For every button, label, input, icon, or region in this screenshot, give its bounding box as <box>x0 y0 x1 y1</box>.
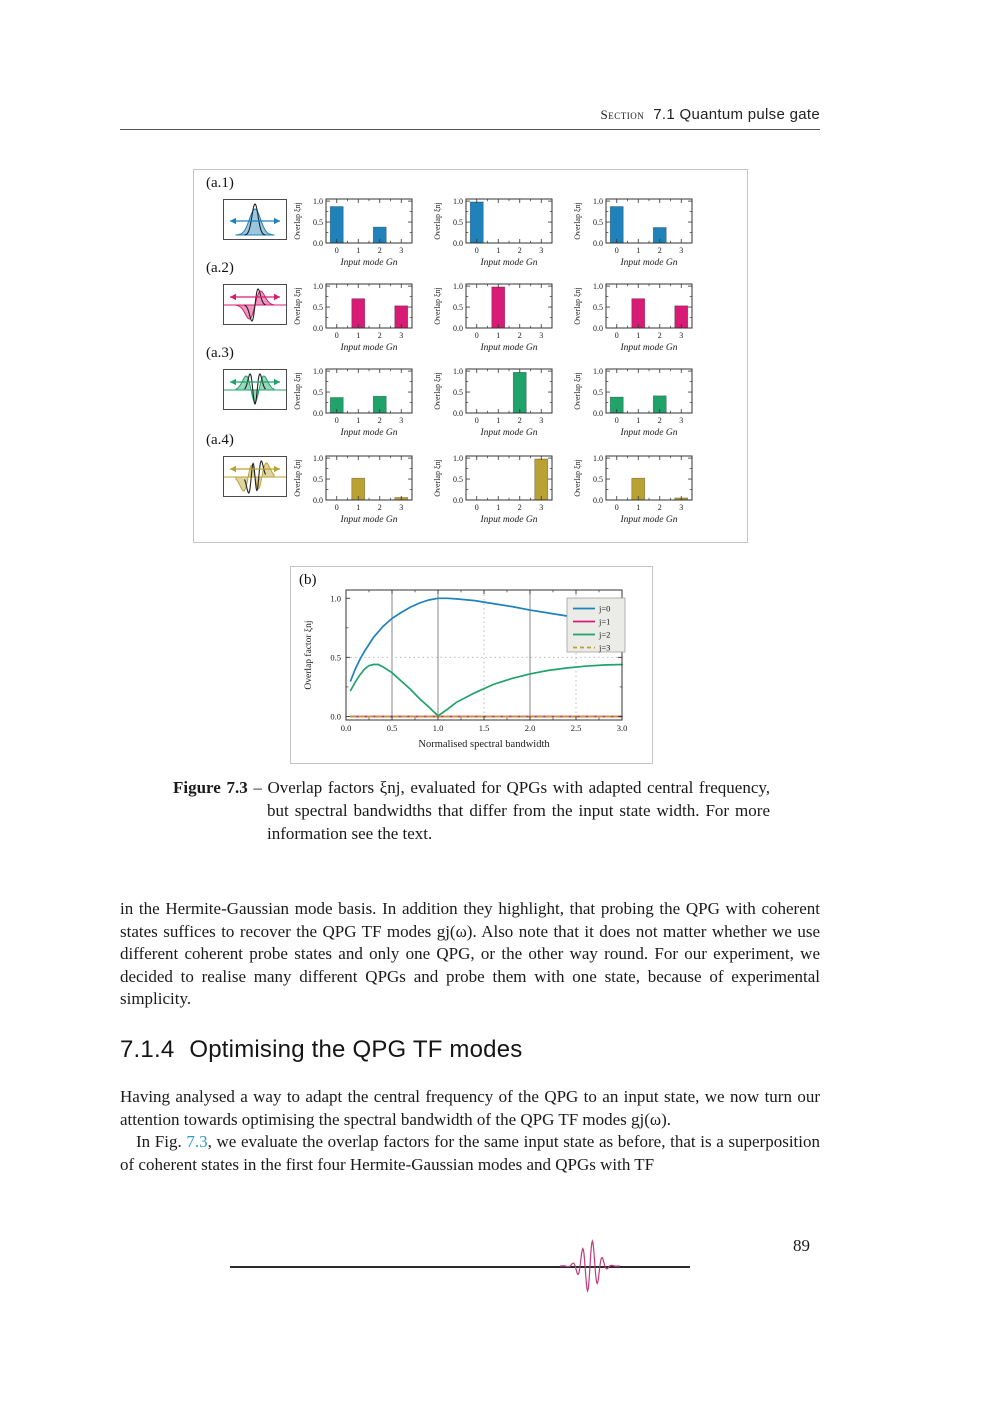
pulse-inset <box>223 456 287 497</box>
x-tick-label: 0.0 <box>340 723 352 733</box>
panel-a-row-label: (a.1) <box>206 175 234 191</box>
x-tick-label: 0 <box>614 416 619 425</box>
x-tick-label: 1 <box>356 331 361 340</box>
x-tick-label: 1 <box>356 416 361 425</box>
x-tick-label: 2 <box>377 331 382 340</box>
x-tick-label: 0 <box>334 331 339 340</box>
overlap-bar-chart <box>431 450 566 530</box>
y-tick-label: 1.0 <box>330 593 341 604</box>
x-tick-label: 1.0 <box>432 723 444 733</box>
x-tick-label: 1 <box>636 416 641 425</box>
y-tick-label: 0.5 <box>453 474 463 484</box>
x-axis-label: Input mode Gn <box>480 343 538 353</box>
y-axis-label: Overlap ξnj <box>433 459 442 497</box>
x-tick-label: 2 <box>517 331 522 340</box>
x-tick-label: 2 <box>657 246 662 255</box>
y-tick-label: 0.0 <box>313 238 323 248</box>
x-tick-label: 1 <box>496 246 501 255</box>
overlap-bar-chart <box>291 363 426 443</box>
paragraph-3 <box>120 1131 820 1176</box>
x-axis-label: Normalised spectral bandwidth <box>418 739 550 750</box>
y-axis-label: Overlap ξnj <box>433 372 442 410</box>
x-axis-label: Input mode Gn <box>620 428 678 438</box>
bar <box>632 299 645 328</box>
x-tick-label: 2 <box>517 503 522 512</box>
x-tick-label: 2 <box>657 416 662 425</box>
page-number: 89 <box>793 1236 810 1255</box>
y-axis-label: Overlap ξnj <box>293 372 302 410</box>
bar <box>535 459 548 500</box>
y-tick-label: 0.5 <box>453 387 463 397</box>
overlap-bar-chart <box>431 363 566 443</box>
figure-7-3-panel-b <box>290 566 653 764</box>
x-tick-label: 0 <box>614 503 619 512</box>
x-tick-label: 3 <box>539 246 544 255</box>
y-axis-label: Overlap ξnj <box>293 459 302 497</box>
x-axis-label: Input mode Gn <box>340 515 398 525</box>
pulse-inset <box>223 369 287 410</box>
x-tick-label: 0 <box>474 331 479 340</box>
x-tick-label: 0 <box>334 503 339 512</box>
y-tick-label: 0.5 <box>453 217 463 227</box>
overlap-bar-chart <box>291 450 426 530</box>
x-tick-label: 2.5 <box>570 723 582 733</box>
figure-7-3-panel-a <box>193 169 748 543</box>
x-tick-label: 3 <box>399 503 404 512</box>
x-tick-label: 0 <box>334 416 339 425</box>
section-heading <box>120 1036 522 1064</box>
bar <box>610 207 623 243</box>
x-tick-label: 2 <box>377 416 382 425</box>
y-axis-label: Overlap ξnj <box>573 287 582 325</box>
y-tick-label: 0.5 <box>313 217 323 227</box>
y-tick-label: 0.0 <box>453 495 463 505</box>
x-tick-label: 1 <box>636 331 641 340</box>
x-tick-label: 3.0 <box>616 723 628 733</box>
panel-b-label: (b) <box>299 572 317 588</box>
pulse-inset <box>223 199 287 240</box>
x-tick-label: 3 <box>539 331 544 340</box>
x-tick-label: 0.5 <box>386 723 398 733</box>
y-tick-label: 1.0 <box>313 196 323 206</box>
overlap-bar-chart <box>571 193 706 273</box>
y-axis-label: Overlap ξnj <box>573 459 582 497</box>
y-tick-label: 0.5 <box>330 652 341 663</box>
x-axis-label: Input mode Gn <box>480 515 538 525</box>
y-axis-label: Overlap ξnj <box>573 372 582 410</box>
x-axis-label: Input mode Gn <box>340 428 398 438</box>
legend-label: j=2 <box>599 629 611 640</box>
x-axis-label: Input mode Gn <box>620 258 678 268</box>
x-tick-label: 0 <box>474 503 479 512</box>
y-tick-label: 0.5 <box>593 217 603 227</box>
y-tick-label: 1.0 <box>593 366 603 376</box>
x-tick-label: 2 <box>377 246 382 255</box>
y-tick-label: 0.0 <box>313 495 323 505</box>
overlap-bar-chart <box>431 193 566 273</box>
x-axis-label: Input mode Gn <box>480 258 538 268</box>
chapter-wave-ornament <box>555 1237 625 1295</box>
x-tick-label: 2.0 <box>524 723 536 733</box>
paragraph-1: in the Hermite-Gaussian mode basis. In addition they highlight, that probing the QPG with coherent states suffices to recover the QPG TF modes gj(ω). Also note that it does not matter whether we use different coherent probe states and only one QPG, or the other way round. For our experiment, we decided to realise many different QPGs and probe them with one state, because of experimental simplicity. <box>120 899 820 1008</box>
x-tick-label: 1 <box>496 416 501 425</box>
x-tick-label: 3 <box>679 503 684 512</box>
y-tick-label: 0.5 <box>453 302 463 312</box>
x-tick-label: 0 <box>614 246 619 255</box>
y-tick-label: 0.0 <box>330 711 341 722</box>
y-tick-label: 1.0 <box>593 453 603 463</box>
y-tick-label: 1.0 <box>453 366 463 376</box>
series-j=2 <box>351 665 622 716</box>
x-tick-label: 0 <box>614 331 619 340</box>
x-tick-label: 2 <box>657 331 662 340</box>
legend-label: j=0 <box>599 603 611 614</box>
overlap-bar-chart <box>571 450 706 530</box>
x-axis-label: Input mode Gn <box>340 343 398 353</box>
y-tick-label: 0.0 <box>593 495 603 505</box>
x-axis-label: Input mode Gn <box>620 343 678 353</box>
figure-caption-dash: – <box>247 778 268 797</box>
section-label: Section <box>600 107 645 122</box>
x-tick-label: 0 <box>474 246 479 255</box>
paragraph-2: Having analysed a way to adapt the central frequency of the QPG to an input state, we now turn our attention towards optimising the spectral bandwidth of the QPG TF modes gj(ω). <box>120 1087 820 1129</box>
overlap-bar-chart <box>571 363 706 443</box>
y-axis-label: Overlap ξnj <box>433 287 442 325</box>
x-tick-label: 0 <box>474 416 479 425</box>
y-tick-label: 0.5 <box>313 302 323 312</box>
x-tick-label: 2 <box>517 246 522 255</box>
panel-a-row-label: (a.4) <box>206 432 234 448</box>
x-axis-label: Input mode Gn <box>340 258 398 268</box>
x-tick-label: 3 <box>539 503 544 512</box>
y-tick-label: 1.0 <box>313 281 323 291</box>
y-tick-label: 0.5 <box>593 474 603 484</box>
bar <box>492 287 505 328</box>
x-tick-label: 1 <box>496 503 501 512</box>
x-tick-label: 3 <box>679 246 684 255</box>
y-tick-label: 0.5 <box>313 474 323 484</box>
x-tick-label: 3 <box>399 246 404 255</box>
panel-a-row-label: (a.3) <box>206 345 234 361</box>
bar <box>330 207 343 243</box>
y-tick-label: 0.0 <box>593 408 603 418</box>
y-tick-label: 1.0 <box>593 281 603 291</box>
x-tick-label: 2 <box>377 503 382 512</box>
y-axis-label: Overlap factor ξnj <box>304 620 314 690</box>
panel-a-row-label: (a.2) <box>206 260 234 276</box>
y-axis-label: Overlap ξnj <box>293 202 302 240</box>
y-tick-label: 0.5 <box>313 387 323 397</box>
x-tick-label: 1.5 <box>478 723 490 733</box>
x-tick-label: 1 <box>636 503 641 512</box>
legend <box>567 598 625 653</box>
y-tick-label: 1.0 <box>453 281 463 291</box>
section-heading-title: Optimising the QPG TF modes <box>189 1036 523 1063</box>
overlap-bar-chart <box>431 278 566 358</box>
figure-caption <box>173 776 770 845</box>
y-tick-label: 0.0 <box>593 238 603 248</box>
overlap-bar-chart <box>291 193 426 273</box>
figure-caption-label: Figure 7.3 <box>173 778 248 797</box>
y-tick-label: 1.0 <box>453 196 463 206</box>
x-axis-label: Input mode Gn <box>620 515 678 525</box>
y-tick-label: 0.0 <box>453 323 463 333</box>
x-tick-label: 1 <box>496 331 501 340</box>
section-heading-number: 7.1.4 <box>120 1036 175 1063</box>
overlap-line-chart <box>291 567 650 761</box>
page-header <box>120 106 820 130</box>
legend-label: j=1 <box>599 616 611 627</box>
x-tick-label: 3 <box>679 331 684 340</box>
x-tick-label: 1 <box>356 503 361 512</box>
y-tick-label: 0.0 <box>313 323 323 333</box>
y-tick-label: 1.0 <box>313 453 323 463</box>
legend-label: j=3 <box>599 642 611 653</box>
y-tick-label: 0.0 <box>453 408 463 418</box>
x-tick-label: 3 <box>399 416 404 425</box>
x-tick-label: 0 <box>334 246 339 255</box>
bar <box>470 202 483 243</box>
x-tick-label: 2 <box>657 503 662 512</box>
x-tick-label: 1 <box>636 246 641 255</box>
pulse-inset <box>223 284 287 325</box>
figure-caption-text: Overlap factors ξnj, evaluated for QPGs with adapted central frequency, but spectral bandwidths that differ from the input state width. For more information see the text. <box>267 778 771 843</box>
y-tick-label: 0.0 <box>593 323 603 333</box>
section-title: 7.1 Quantum pulse gate <box>653 106 820 123</box>
figure-reference-link[interactable]: 7.3 <box>186 1132 208 1151</box>
bar <box>352 299 365 328</box>
y-tick-label: 1.0 <box>593 196 603 206</box>
y-tick-label: 0.5 <box>593 387 603 397</box>
x-tick-label: 3 <box>679 416 684 425</box>
y-tick-label: 0.5 <box>593 302 603 312</box>
y-axis-label: Overlap ξnj <box>433 202 442 240</box>
y-tick-label: 0.0 <box>453 238 463 248</box>
x-tick-label: 2 <box>517 416 522 425</box>
y-axis-label: Overlap ξnj <box>573 202 582 240</box>
x-axis-label: Input mode Gn <box>480 428 538 438</box>
y-axis-label: Overlap ξnj <box>293 287 302 325</box>
paragraph-3-text: In Fig. <box>136 1132 187 1151</box>
overlap-bar-chart <box>291 278 426 358</box>
x-tick-label: 3 <box>539 416 544 425</box>
y-tick-label: 1.0 <box>313 366 323 376</box>
y-tick-label: 1.0 <box>453 453 463 463</box>
overlap-bar-chart <box>571 278 706 358</box>
x-tick-label: 3 <box>399 331 404 340</box>
bar <box>513 372 526 413</box>
paragraph-3-text-cont: , we evaluate the overlap factors for the same input state as before, that is a superposition of coherent states in the first four Hermite-Gaussian modes and QPGs with TF <box>120 1132 820 1174</box>
y-tick-label: 0.0 <box>313 408 323 418</box>
x-tick-label: 1 <box>356 246 361 255</box>
